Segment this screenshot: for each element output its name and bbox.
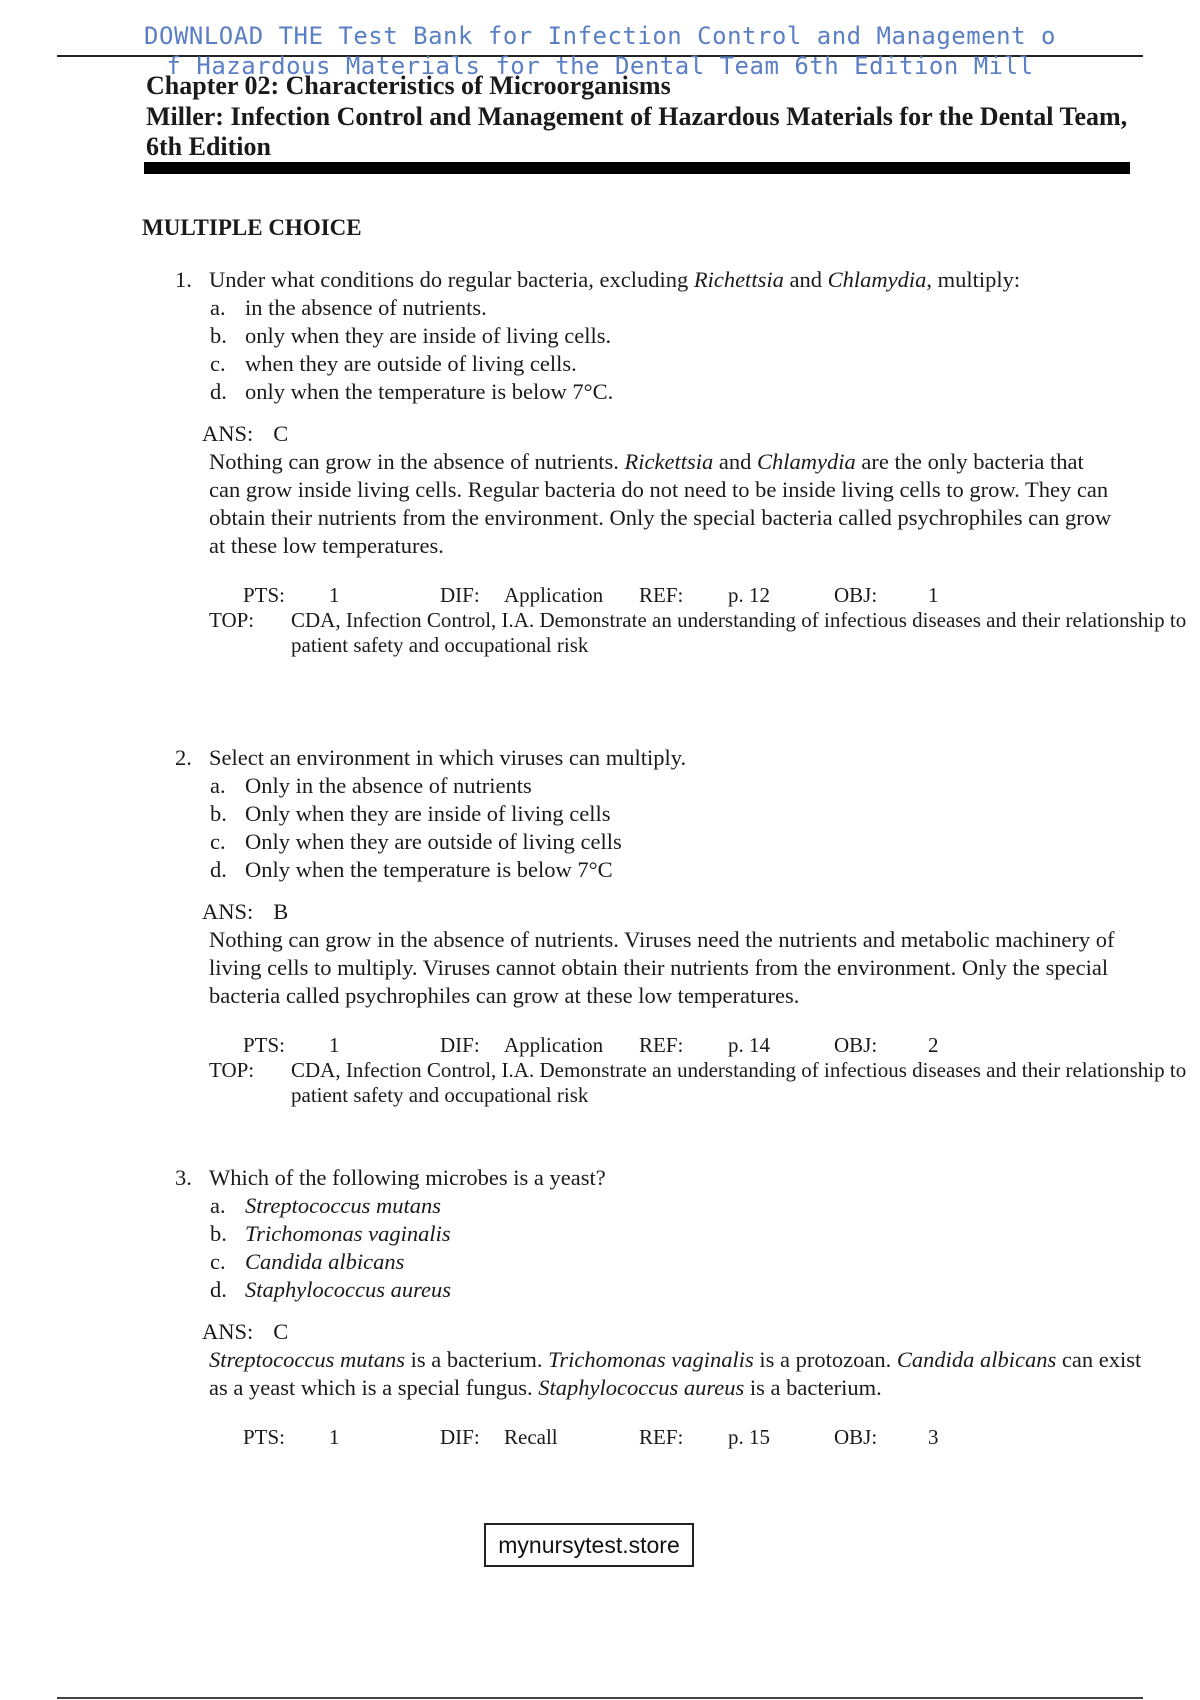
option-letter: b. xyxy=(210,1221,227,1246)
question-number: 1. xyxy=(175,267,192,292)
option-text: Candida albicans xyxy=(245,1249,405,1274)
rationale-italic: Streptococcus mutans xyxy=(209,1347,406,1372)
top-value: CDA, Infection Control, I.A. Demonstrate an understanding of infectious diseases and their relationship to patient safety and occupational risk xyxy=(291,1058,1187,1107)
pts-value: 1 xyxy=(329,1033,340,1057)
rationale xyxy=(175,1346,1159,1402)
option-letter: b. xyxy=(210,323,227,348)
download-banner-line-2[interactable]: f Hazardous Materials for the Dental Team 6th Edition Mill xyxy=(166,52,1034,80)
obj-label: OBJ: xyxy=(834,1425,878,1449)
question-2 xyxy=(175,744,1187,1108)
option-letter: d. xyxy=(210,1277,227,1302)
option xyxy=(175,294,1175,322)
question-metadata xyxy=(175,1032,1187,1108)
question-metadata xyxy=(175,1424,1175,1450)
question-3 xyxy=(175,1164,1175,1450)
option xyxy=(175,772,1175,800)
answer-line xyxy=(175,1318,1175,1346)
option xyxy=(175,1220,1175,1248)
option xyxy=(175,1248,1175,1276)
book-title: Miller: Infection Control and Management of Hazardous Materials for the Dental Team, 6th Edition xyxy=(146,102,1128,161)
option xyxy=(175,378,1175,406)
topic-line xyxy=(209,1058,1200,1108)
option xyxy=(175,322,1175,350)
rationale-italic: Candida albicans xyxy=(896,1347,1057,1372)
rationale-text: is a protozoan. xyxy=(753,1347,897,1372)
download-banner-line-1[interactable]: DOWNLOAD THE Test Bank for Infection Control and Management o xyxy=(144,22,1056,50)
rationale-italic: Staphylococcus aureus xyxy=(538,1375,745,1400)
option xyxy=(175,350,1175,378)
option xyxy=(175,800,1175,828)
option xyxy=(175,828,1175,856)
pts-label: PTS: xyxy=(243,583,286,607)
question-metadata xyxy=(175,582,1187,658)
answer-label: ANS: xyxy=(202,421,254,446)
option-text: only when the temperature is below 7°C. xyxy=(245,379,614,404)
answer-value: B xyxy=(273,899,289,924)
header-divider xyxy=(144,162,1130,174)
rationale-text: are the only bacteria that can grow inside living cells. Regular bacteria do not need to be inside living cells to grow. They can obtain their nutrients from the environment. Only the special bacteria called psychrophiles can grow at these low temperatures. xyxy=(209,449,1112,558)
stem-text: , multiply: xyxy=(926,267,1021,292)
obj-value: 1 xyxy=(928,583,939,607)
option-text: Staphylococcus aureus xyxy=(245,1277,451,1302)
option-text: Only when they are outside of living cells xyxy=(245,829,622,854)
top-label: TOP: xyxy=(209,608,255,632)
dif-value: Application xyxy=(504,1033,604,1057)
question-2-stem xyxy=(175,744,1175,772)
section-title: MULTIPLE CHOICE xyxy=(142,215,362,240)
dif-label: DIF: xyxy=(440,583,480,607)
question-1-stem xyxy=(175,266,1175,294)
stem-text: Under what conditions do regular bacteria, excluding xyxy=(209,267,694,292)
stem-text: Which of the following microbes is a yeast? xyxy=(209,1165,606,1190)
answer-line xyxy=(175,420,1175,448)
option-letter: c. xyxy=(210,1249,226,1274)
rationale-text: is a bacterium. xyxy=(744,1375,882,1400)
answer-label: ANS: xyxy=(202,1319,254,1344)
option-text: in the absence of nutrients. xyxy=(245,295,487,320)
option-text: Trichomonas vaginalis xyxy=(245,1221,451,1246)
option-text: Only when they are inside of living cells xyxy=(245,801,611,826)
dif-value: Application xyxy=(504,583,604,607)
rationale-text: and xyxy=(713,449,757,474)
question-3-stem xyxy=(175,1164,1175,1192)
ref-value: p. 14 xyxy=(728,1033,770,1057)
rationale-text: can exist as a yeast which is a special fungus. xyxy=(209,1347,1142,1400)
option-letter: d. xyxy=(210,857,227,882)
top-label: TOP: xyxy=(209,1058,255,1082)
rationale-italic: Trichomonas vaginalis xyxy=(548,1347,754,1372)
option xyxy=(175,1276,1175,1304)
question-number: 3. xyxy=(175,1165,192,1190)
option-letter: a. xyxy=(210,1193,226,1218)
question-number: 2. xyxy=(175,745,192,770)
top-value: CDA, Infection Control, I.A. Demonstrate an understanding of infectious diseases and their relationship to patient safety and occupational risk xyxy=(291,608,1187,657)
stem-text: Select an environment in which viruses can multiply. xyxy=(209,745,687,770)
answer-line xyxy=(175,898,1175,926)
rationale-italic: Rickettsia xyxy=(624,449,714,474)
chapter-title: Chapter 02: Characteristics of Microorganisms xyxy=(146,71,671,100)
bottom-divider xyxy=(57,1697,1143,1699)
ref-value: p. 15 xyxy=(728,1425,770,1449)
pts-value: 1 xyxy=(329,583,340,607)
question-1 xyxy=(175,266,1187,658)
rationale xyxy=(175,448,1119,560)
pts-label: PTS: xyxy=(243,1425,286,1449)
option-text: Streptococcus mutans xyxy=(245,1193,442,1218)
option-letter: c. xyxy=(210,829,226,854)
dif-label: DIF: xyxy=(440,1033,480,1057)
option-letter: b. xyxy=(210,801,227,826)
obj-value: 3 xyxy=(928,1425,939,1449)
ref-label: REF: xyxy=(639,1033,684,1057)
option-text: Only when the temperature is below 7°C xyxy=(245,857,613,882)
option-letter: a. xyxy=(210,773,226,798)
site-link[interactable]: mynursytest.store xyxy=(484,1523,694,1567)
rationale: Nothing can grow in the absence of nutrients. Viruses need the nutrients and metabolic machinery of living cells to multiply. Viruses cannot obtain their nutrients from the environment. Only the special bacteria called psychrophiles can grow at these low temperatures. xyxy=(209,927,1115,1008)
stem-italic: Chlamydia xyxy=(827,267,927,292)
obj-value: 2 xyxy=(928,1033,939,1057)
option-letter: c. xyxy=(210,351,226,376)
answer-value: C xyxy=(273,421,289,446)
obj-label: OBJ: xyxy=(834,583,878,607)
pts-value: 1 xyxy=(329,1425,340,1449)
pts-label: PTS: xyxy=(243,1033,286,1057)
option-text: only when they are inside of living cells. xyxy=(245,323,612,348)
option-letter: a. xyxy=(210,295,226,320)
obj-label: OBJ: xyxy=(834,1033,878,1057)
option-text: Only in the absence of nutrients xyxy=(245,773,532,798)
dif-label: DIF: xyxy=(440,1425,480,1449)
ref-label: REF: xyxy=(639,1425,684,1449)
option-letter: d. xyxy=(210,379,227,404)
stem-italic: Richettsia xyxy=(693,267,784,292)
option xyxy=(175,1192,1175,1220)
ref-value: p. 12 xyxy=(728,583,770,607)
rationale-italic: Chlamydia xyxy=(756,449,856,474)
topic-line xyxy=(209,608,1200,658)
option xyxy=(175,856,1175,884)
ref-label: REF: xyxy=(639,583,684,607)
answer-label: ANS: xyxy=(202,899,254,924)
option-text: when they are outside of living cells. xyxy=(245,351,577,376)
rationale-text: Nothing can grow in the absence of nutrients. xyxy=(209,449,625,474)
rationale-text: is a bacterium. xyxy=(405,1347,549,1372)
answer-value: C xyxy=(273,1319,289,1344)
stem-text: and xyxy=(783,267,828,292)
dif-value: Recall xyxy=(504,1425,558,1449)
